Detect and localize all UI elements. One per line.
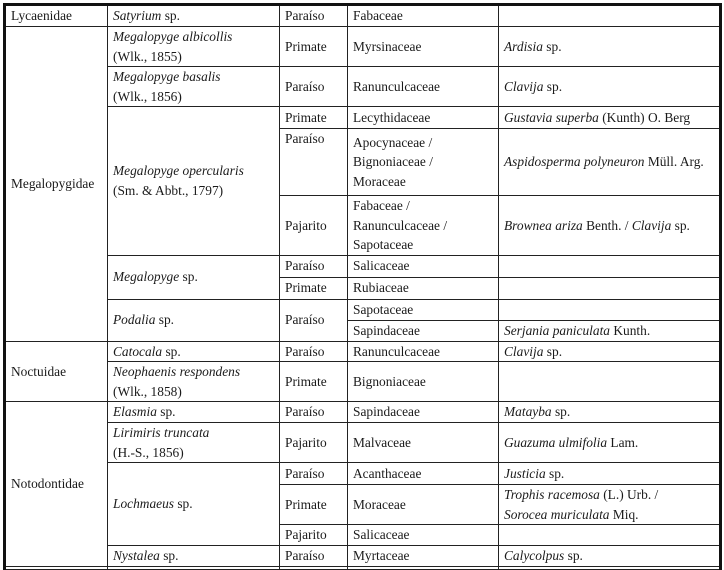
species-name: Nystalea <box>113 548 160 564</box>
plant-family-name: Sapindaceae <box>353 404 420 420</box>
plant-family-name: Sapotaceae <box>353 237 414 252</box>
site-cell <box>280 27 348 67</box>
site-cell <box>280 67 348 107</box>
species-suffix: sp. <box>174 496 193 512</box>
species-author: (H.-S., 1856) <box>113 444 184 460</box>
species-name: Megalopyge <box>113 269 180 285</box>
host-plant-cell <box>499 196 721 256</box>
site-cell <box>280 277 348 299</box>
host-plant-suffix: sp. <box>564 548 583 564</box>
table-row <box>5 107 721 129</box>
plant-family-name: Moraceae <box>353 173 406 189</box>
species-name: Neophaenis respondens <box>113 364 241 379</box>
host-plant-cell <box>499 546 721 567</box>
site-cell <box>280 362 348 402</box>
table-row <box>5 255 721 277</box>
family-name: Megalopygidae <box>11 176 95 191</box>
host-plant-authority: Müll. Arg. <box>644 154 704 170</box>
host-plant-genus: Justicia <box>504 465 546 481</box>
plant-family-cell <box>348 255 499 277</box>
host-plant-cell <box>499 341 721 362</box>
host-plant-authority: Miq. <box>609 506 639 522</box>
species-name: Satyrium <box>113 8 162 24</box>
table-row <box>5 27 721 67</box>
species-name: Megalopyge albicollis <box>113 29 233 44</box>
species-name: Elasmia <box>113 404 157 420</box>
table-row <box>5 67 721 107</box>
site-cell <box>280 341 348 362</box>
site-name: Primate <box>285 38 327 54</box>
host-plant-suffix: sp. <box>671 217 690 233</box>
host-plant-suffix: sp. <box>551 404 571 420</box>
host-plant-cell <box>499 362 721 402</box>
host-plant-cell <box>499 525 721 546</box>
family-cell <box>5 341 108 402</box>
host-plant-cell <box>499 423 721 463</box>
host-plant-cell <box>499 320 721 341</box>
plant-family-cell <box>348 129 499 196</box>
family-name: Lycaenidae <box>11 8 72 24</box>
plant-family-cell <box>348 5 499 27</box>
host-plant-authority: Benth. / <box>582 217 632 233</box>
host-plant-authority: Kunth. <box>610 322 651 338</box>
species-author: (Sm. & Abbt., 1797) <box>113 182 224 198</box>
plant-family-cell <box>348 341 499 362</box>
plant-family-name: Ranunculcaceae <box>353 78 440 94</box>
host-plant-species: Serjania paniculata <box>504 322 611 338</box>
site-cell <box>280 299 348 341</box>
host-plant-genus: Clavija <box>631 217 672 233</box>
species-name: Megalopyge basalis <box>113 69 221 84</box>
site-cell <box>280 546 348 567</box>
species-name: Podalia <box>113 312 156 328</box>
host-plant-suffix: sp. <box>543 343 563 359</box>
host-plant-species: Sorocea muriculata <box>504 506 610 522</box>
site-name: Primate <box>285 109 327 125</box>
plant-family-cell <box>348 525 499 546</box>
host-plant-cell <box>499 485 721 525</box>
site-cell <box>280 196 348 256</box>
species-name: Megalopyge opercularis <box>113 163 244 179</box>
species-cell <box>108 67 280 107</box>
host-plant-cell <box>499 129 721 196</box>
plant-family-cell <box>348 67 499 107</box>
host-plant-genus: Matayba <box>504 404 552 420</box>
species-cell <box>108 255 280 299</box>
site-cell <box>280 402 348 423</box>
species-cell <box>108 341 280 362</box>
site-name: Primate <box>285 373 327 389</box>
host-plant-genus: Ardisia <box>504 38 543 54</box>
site-name: Primate <box>285 280 327 296</box>
species-cell <box>108 362 280 402</box>
site-name: Pajarito <box>285 217 327 233</box>
host-plant-genus: Clavija <box>504 78 544 94</box>
species-name: Catocala <box>113 343 163 359</box>
host-plant-suffix: sp. <box>543 78 563 94</box>
continuation-cell <box>108 567 280 570</box>
site-name: Paraíso <box>285 78 325 94</box>
table-row <box>5 362 721 402</box>
family-cell <box>5 5 108 27</box>
species-name: Lochmaeus <box>113 496 174 512</box>
table-row <box>5 546 721 567</box>
continuation-cell <box>348 567 499 570</box>
table-row <box>5 299 721 320</box>
plant-family-cell <box>348 299 499 320</box>
host-plant-cell <box>499 67 721 107</box>
site-name: Pajarito <box>285 527 327 543</box>
host-plant-cell <box>499 255 721 277</box>
host-plant-cell <box>499 299 721 320</box>
table-row <box>5 423 721 463</box>
site-cell <box>280 255 348 277</box>
site-name: Paraíso <box>285 343 325 359</box>
table-row <box>5 5 721 27</box>
family-name: Notodontidae <box>11 476 84 492</box>
species-author: (Wlk., 1855) <box>113 48 182 64</box>
family-name: Noctuidae <box>11 363 67 379</box>
plant-family-name: Salicaceae <box>353 258 410 274</box>
plant-family-name: Moraceae <box>353 496 406 512</box>
plant-family-cell <box>348 423 499 463</box>
species-suffix: sp. <box>162 343 181 359</box>
host-plant-authority: Lam. <box>607 434 639 450</box>
site-cell <box>280 463 348 485</box>
plant-family-name: Fabaceae / <box>353 198 410 213</box>
site-name: Paraíso <box>285 404 325 420</box>
plant-family-name: Bignoniaceae / <box>353 154 433 170</box>
species-suffix: sp. <box>161 8 180 24</box>
site-name: Paraíso <box>285 312 325 328</box>
host-plant-species: Trophis racemosa <box>504 487 600 502</box>
species-name: Lirimiris truncata <box>113 425 210 440</box>
species-author: (Wlk., 1858) <box>113 383 182 399</box>
plant-family-name: Sapotaceae <box>353 301 414 317</box>
site-cell <box>280 423 348 463</box>
species-cell <box>108 5 280 27</box>
host-plant-genus: Clavija <box>504 343 544 359</box>
table-row-continuation <box>5 567 721 570</box>
host-plant-cell <box>499 277 721 299</box>
continuation-cell <box>280 567 348 570</box>
species-cell <box>108 402 280 423</box>
host-plant-authority: (Kunth) O. Berg <box>598 109 691 125</box>
species-author: (Wlk., 1856) <box>113 88 182 104</box>
continuation-cell <box>499 567 721 570</box>
plant-family-name: Myrsinaceae <box>353 38 422 54</box>
plant-family-name: Fabaceae <box>353 8 403 24</box>
table-row <box>5 463 721 485</box>
plant-family-cell <box>348 402 499 423</box>
site-cell <box>280 485 348 525</box>
plant-family-cell <box>348 463 499 485</box>
plant-family-name: Apocynaceae / <box>353 134 433 150</box>
plant-family-cell <box>348 320 499 341</box>
host-plant-cell <box>499 402 721 423</box>
plant-family-name: Sapindaceae <box>353 322 420 338</box>
site-cell <box>280 525 348 546</box>
plant-family-name: Salicaceae <box>353 527 410 543</box>
species-suffix: sp. <box>155 312 175 328</box>
plant-family-name: Rubiaceae <box>353 280 409 296</box>
site-name: Paraíso <box>285 548 325 564</box>
plant-family-name: Bignoniaceae <box>353 373 426 389</box>
species-cell <box>108 107 280 256</box>
species-cell <box>108 299 280 341</box>
plant-family-name: Myrtaceae <box>353 548 410 564</box>
plant-family-name: Ranunculcaceae <box>353 343 440 359</box>
host-plant-cell <box>499 107 721 129</box>
family-cell <box>5 27 108 342</box>
host-plant-authority: (L.) Urb. / <box>599 487 659 502</box>
site-name: Paraíso <box>285 465 325 481</box>
site-name: Paraíso <box>285 8 325 24</box>
species-cell <box>108 546 280 567</box>
site-name: Paraíso <box>285 131 325 146</box>
host-plant-cell <box>499 463 721 485</box>
host-plant-species: Aspidosperma polyneuron <box>504 154 645 170</box>
plant-family-cell <box>348 362 499 402</box>
plant-family-name: Malvaceae <box>353 434 411 450</box>
species-cell <box>108 27 280 67</box>
plant-family-cell <box>348 107 499 129</box>
plant-family-name: Acanthaceae <box>353 465 422 481</box>
site-cell <box>280 129 348 196</box>
site-cell <box>280 5 348 27</box>
table-row <box>5 402 721 423</box>
continuation-cell <box>5 567 108 570</box>
plant-family-name: Lecythidaceae <box>353 109 431 125</box>
site-name: Pajarito <box>285 434 327 450</box>
host-plant-suffix: sp. <box>545 465 565 481</box>
host-plant-cell <box>499 27 721 67</box>
site-name: Primate <box>285 496 327 512</box>
species-suffix: sp. <box>179 269 198 285</box>
host-plant-cell <box>499 5 721 27</box>
family-cell <box>5 402 108 567</box>
plant-family-name: Ranunculcaceae / <box>353 217 448 233</box>
host-plant-species: Gustavia superba <box>504 109 599 125</box>
plant-family-cell <box>348 277 499 299</box>
plant-family-cell <box>348 546 499 567</box>
table-row <box>5 341 721 362</box>
species-cell <box>108 463 280 546</box>
plant-family-cell <box>348 27 499 67</box>
host-plant-suffix: sp. <box>542 38 562 54</box>
site-name: Paraíso <box>285 258 325 274</box>
host-plant-species: Guazuma ulmifolia <box>504 434 608 450</box>
species-cell <box>108 423 280 463</box>
species-suffix: sp. <box>159 548 179 564</box>
species-suffix: sp. <box>156 404 176 420</box>
host-plant-genus: Calycolpus <box>504 548 565 564</box>
site-cell <box>280 107 348 129</box>
plant-family-cell <box>348 196 499 256</box>
host-plant-table <box>3 3 722 570</box>
host-plant-species: Brownea ariza <box>504 217 583 233</box>
plant-family-cell <box>348 485 499 525</box>
